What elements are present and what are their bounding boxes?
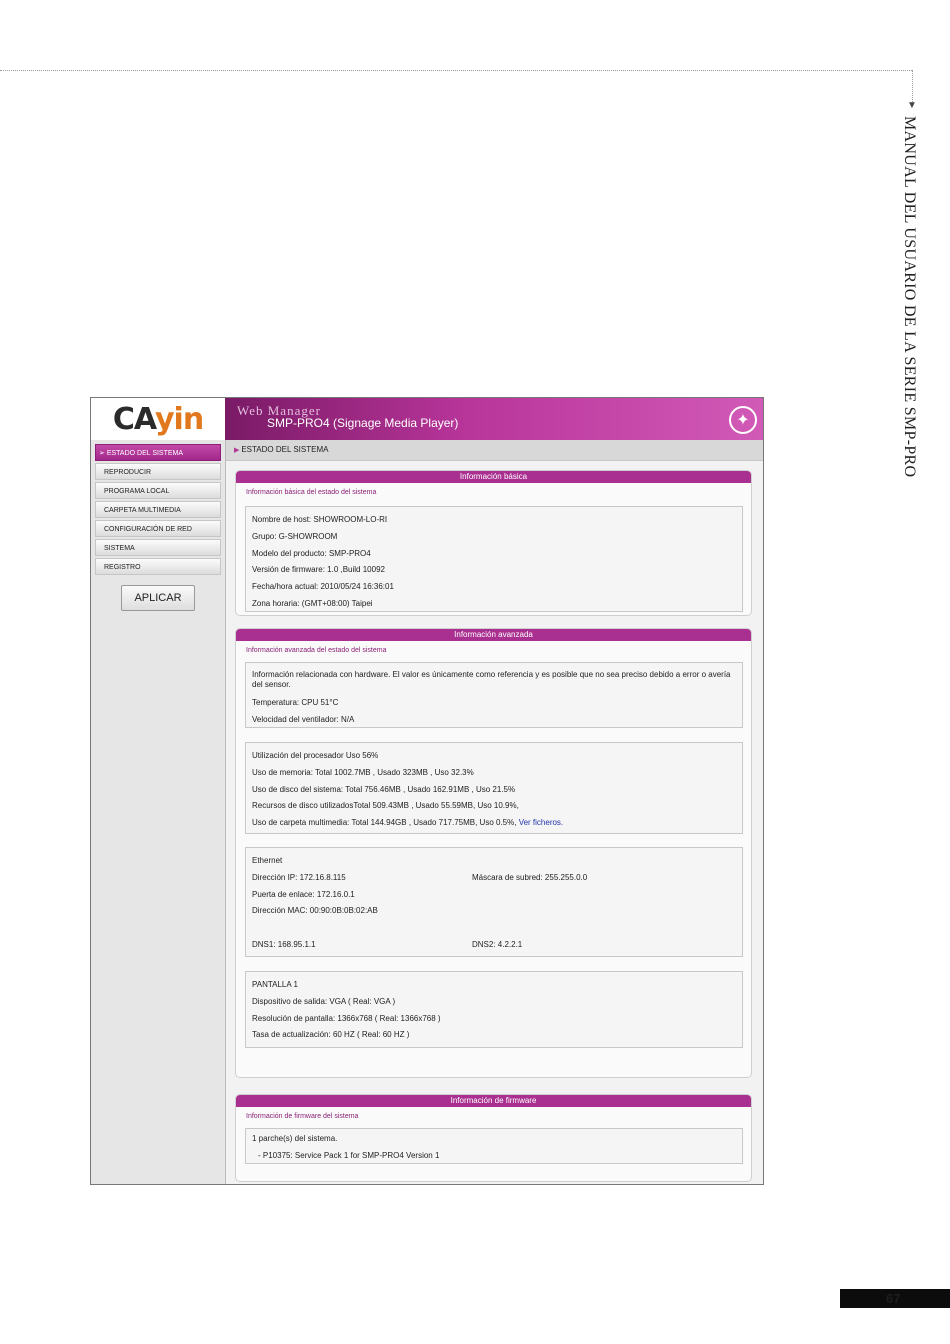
memory-usage-text: Uso de memoria: Total 1002.7MB , Usado 323MB , Uso 32.3%	[252, 767, 474, 777]
usage-box	[245, 742, 743, 834]
patch-count-text: 1 parche(s) del sistema.	[252, 1134, 338, 1143]
sidebar-item-estado[interactable]	[95, 444, 221, 461]
sidebar-item-label: CARPETA MULTIMEDIA	[104, 507, 181, 514]
app-header	[225, 398, 763, 440]
sidebar-item-reproducir[interactable]	[95, 463, 221, 480]
arrow-right-icon: ➢	[99, 450, 107, 457]
resolution-text: Resolución de pantalla: 1366x768 ( Real: 1366x768 )	[252, 1013, 441, 1023]
main-content	[226, 440, 763, 1184]
patch-text: - P10375: Service Pack 1 for SMP-PRO4 Version 1	[258, 1150, 440, 1160]
panel-title: Información básica	[236, 471, 751, 483]
manual-title: MANUAL DEL USUARIO DE LA SERIE SMP-PRO	[901, 116, 918, 478]
disk-resources-text: Recursos de disco utilizadosTotal 509.43MB , Usado 55.59MB, Uso 10.9%,	[252, 801, 519, 811]
dotted-rule-drop	[912, 70, 913, 104]
cpu-usage-text: Utilización del procesador Uso 56%	[252, 751, 379, 760]
header-title: Web Manager	[237, 403, 321, 418]
arrow-down-icon: ▼	[907, 100, 917, 111]
breadcrumb	[226, 440, 763, 461]
logo-yin: yin	[154, 401, 204, 437]
dns-row	[252, 937, 736, 954]
fan-text: Velocidad del ventilador: N/A	[252, 714, 355, 724]
sidebar-item-label: PROGRAMA LOCAL	[104, 488, 170, 495]
dns1-text: DNS1: 168.95.1.1	[252, 939, 316, 949]
magic-wand-icon[interactable]: ✦	[729, 406, 757, 434]
sidebar-item-sistema[interactable]	[95, 539, 221, 556]
triangle-right-icon: ▶	[234, 447, 242, 454]
view-files-link[interactable]: Ver ficheros.	[518, 818, 564, 828]
sidebar	[91, 440, 226, 1184]
panel-subtitle: Información básica del estado del sistema	[246, 489, 377, 496]
mac-text: Dirección MAC: 00:90:0B:0B:02:AB	[252, 906, 378, 916]
gateway-text: Puerta de enlace: 172.16.0.1	[252, 889, 355, 899]
dotted-rule	[0, 70, 912, 71]
page-number: 67	[886, 1291, 901, 1306]
group-text: Grupo: G-SHOWROOM	[252, 531, 338, 541]
sidebar-item-label: CONFIGURACIÓN DE RED	[104, 526, 192, 533]
apply-button[interactable]: APLICAR	[121, 585, 195, 611]
basic-info-panel	[235, 470, 752, 616]
panel-subtitle: Información de firmware del sistema	[246, 1113, 359, 1120]
datetime-text: Fecha/hora actual: 2010/05/24 16:36:01	[252, 582, 394, 592]
web-manager-screenshot	[90, 397, 764, 1185]
logo-ca: CA	[112, 401, 155, 437]
system-disk-usage-text: Uso de disco del sistema: Total 756.46MB , Usado 162.91MB , Uso 21.5%	[252, 784, 516, 794]
blank-row	[252, 920, 736, 937]
hardware-note: Información relacionada con hardware. El valor es únicamente como referencia y es posible que no sea preciso debido a error o avería del sensor.	[252, 670, 731, 689]
basic-info-box	[245, 506, 743, 612]
ethernet-box	[245, 847, 743, 957]
firmware-version-text: Versión de firmware: 1.0 ,Build 10092	[252, 565, 385, 575]
panel-title: Información de firmware	[236, 1095, 751, 1107]
advanced-info-panel	[235, 628, 752, 1078]
ethernet-title: Ethernet	[252, 856, 283, 865]
cayin-logo	[113, 402, 203, 437]
sidebar-item-label: REGISTRO	[104, 564, 141, 571]
sidebar-item-registro[interactable]	[95, 558, 221, 575]
breadcrumb-label: ESTADO DEL SISTEMA	[241, 445, 329, 454]
sidebar-item-label: REPRODUCIR	[104, 469, 152, 476]
media-folder-usage	[252, 815, 736, 832]
sidebar-item-label: ESTADO DEL SISTEMA	[106, 450, 184, 457]
sidebar-item-programa-local[interactable]	[95, 482, 221, 499]
temperature-text: Temperatura: CPU 51°C	[252, 698, 339, 707]
model-text: Modelo del producto: SMP-PRO4	[252, 548, 371, 558]
sidebar-item-configuracion-red[interactable]	[95, 520, 221, 537]
hardware-box	[245, 662, 743, 728]
media-usage-text: Uso de carpeta multimedia: Total 144.94GB , Usado 717.75MB, Uso 0.5%,	[252, 818, 517, 828]
display-title: PANTALLA 1	[252, 980, 298, 989]
sidebar-item-label: SISTEMA	[104, 545, 135, 552]
timezone-text: Zona horaria: (GMT+08:00) Taipei	[252, 598, 373, 608]
logo-box	[91, 398, 226, 440]
output-device-text: Dispositivo de salida: VGA ( Real: VGA )	[252, 996, 396, 1006]
firmware-info-panel	[235, 1094, 752, 1182]
panel-title: Información avanzada	[236, 629, 751, 641]
subnet-mask-text: Máscara de subred: 255.255.0.0	[472, 872, 588, 882]
dns2-text: DNS2: 4.2.2.1	[472, 939, 523, 949]
header-subtitle: SMP-PRO4 (Signage Media Player)	[267, 416, 459, 430]
hostname-text: Nombre de host: SHOWROOM-LO-RI	[252, 515, 388, 524]
ip-text: Dirección IP: 172.16.8.115	[252, 872, 346, 882]
ip-row	[252, 870, 736, 887]
display-box	[245, 971, 743, 1048]
firmware-box	[245, 1128, 743, 1164]
panel-subtitle: Información avanzada del estado del sistema	[246, 647, 387, 654]
refresh-rate-text: Tasa de actualización: 60 HZ ( Real: 60 HZ )	[252, 1030, 410, 1040]
sidebar-item-carpeta-multimedia[interactable]	[95, 501, 221, 518]
